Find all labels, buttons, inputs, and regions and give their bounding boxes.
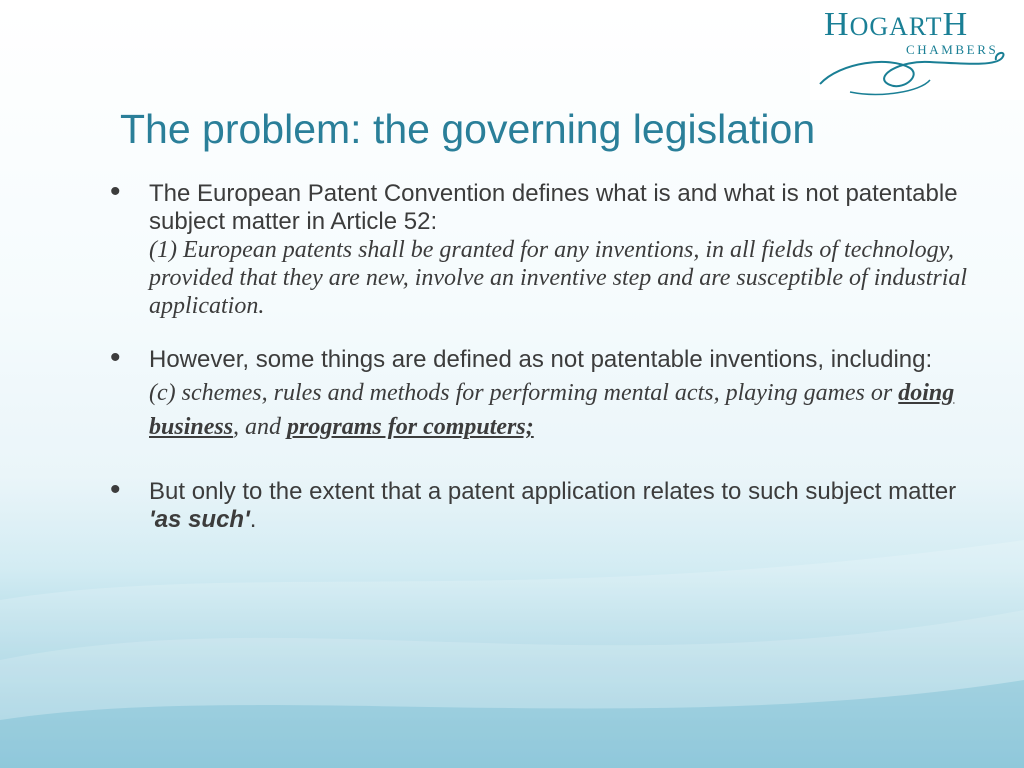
bullet-exclusions bbox=[110, 341, 970, 444]
logo-wordmark: HOGARTH bbox=[824, 6, 969, 43]
bullet-dot-icon: • bbox=[110, 175, 121, 208]
bullet-text: The European Patent Convention defines what is and what is not patentable subject matter in Article 52: bbox=[149, 180, 958, 235]
exclusions-quote: (c) schemes, rules and methods for performing mental acts, playing games or doing business, and programs for computers; bbox=[149, 380, 955, 440]
bullet-text: But only to the extent that a patent application relates to such subject matter 'as such'. bbox=[149, 478, 957, 533]
logo-subtitle: CHAMBERS bbox=[906, 42, 999, 57]
bullet-dot-icon: • bbox=[110, 341, 121, 374]
slide-title: The problem: the governing legislation bbox=[120, 106, 816, 152]
bullet-dot-icon: • bbox=[110, 473, 121, 506]
bullet-text: However, some things are defined as not patentable inventions, including: bbox=[149, 346, 933, 373]
bullet-list bbox=[110, 175, 970, 534]
article-52-quote: (1) European patents shall be granted for any inventions, in all fields of technology, provided that they are new, involve an inventive step and are susceptible of industrial application. bbox=[149, 237, 968, 319]
programs-for-computers-emphasis: programs for computers; bbox=[287, 414, 534, 440]
logo-swirl-icon bbox=[810, 0, 1024, 100]
doing-business-emphasis: doing business bbox=[149, 380, 955, 440]
hogarth-chambers-logo bbox=[810, 0, 1024, 100]
bullet-article-52 bbox=[110, 175, 970, 320]
as-such-emphasis: 'as such' bbox=[149, 506, 250, 533]
bullet-as-such bbox=[110, 473, 970, 534]
